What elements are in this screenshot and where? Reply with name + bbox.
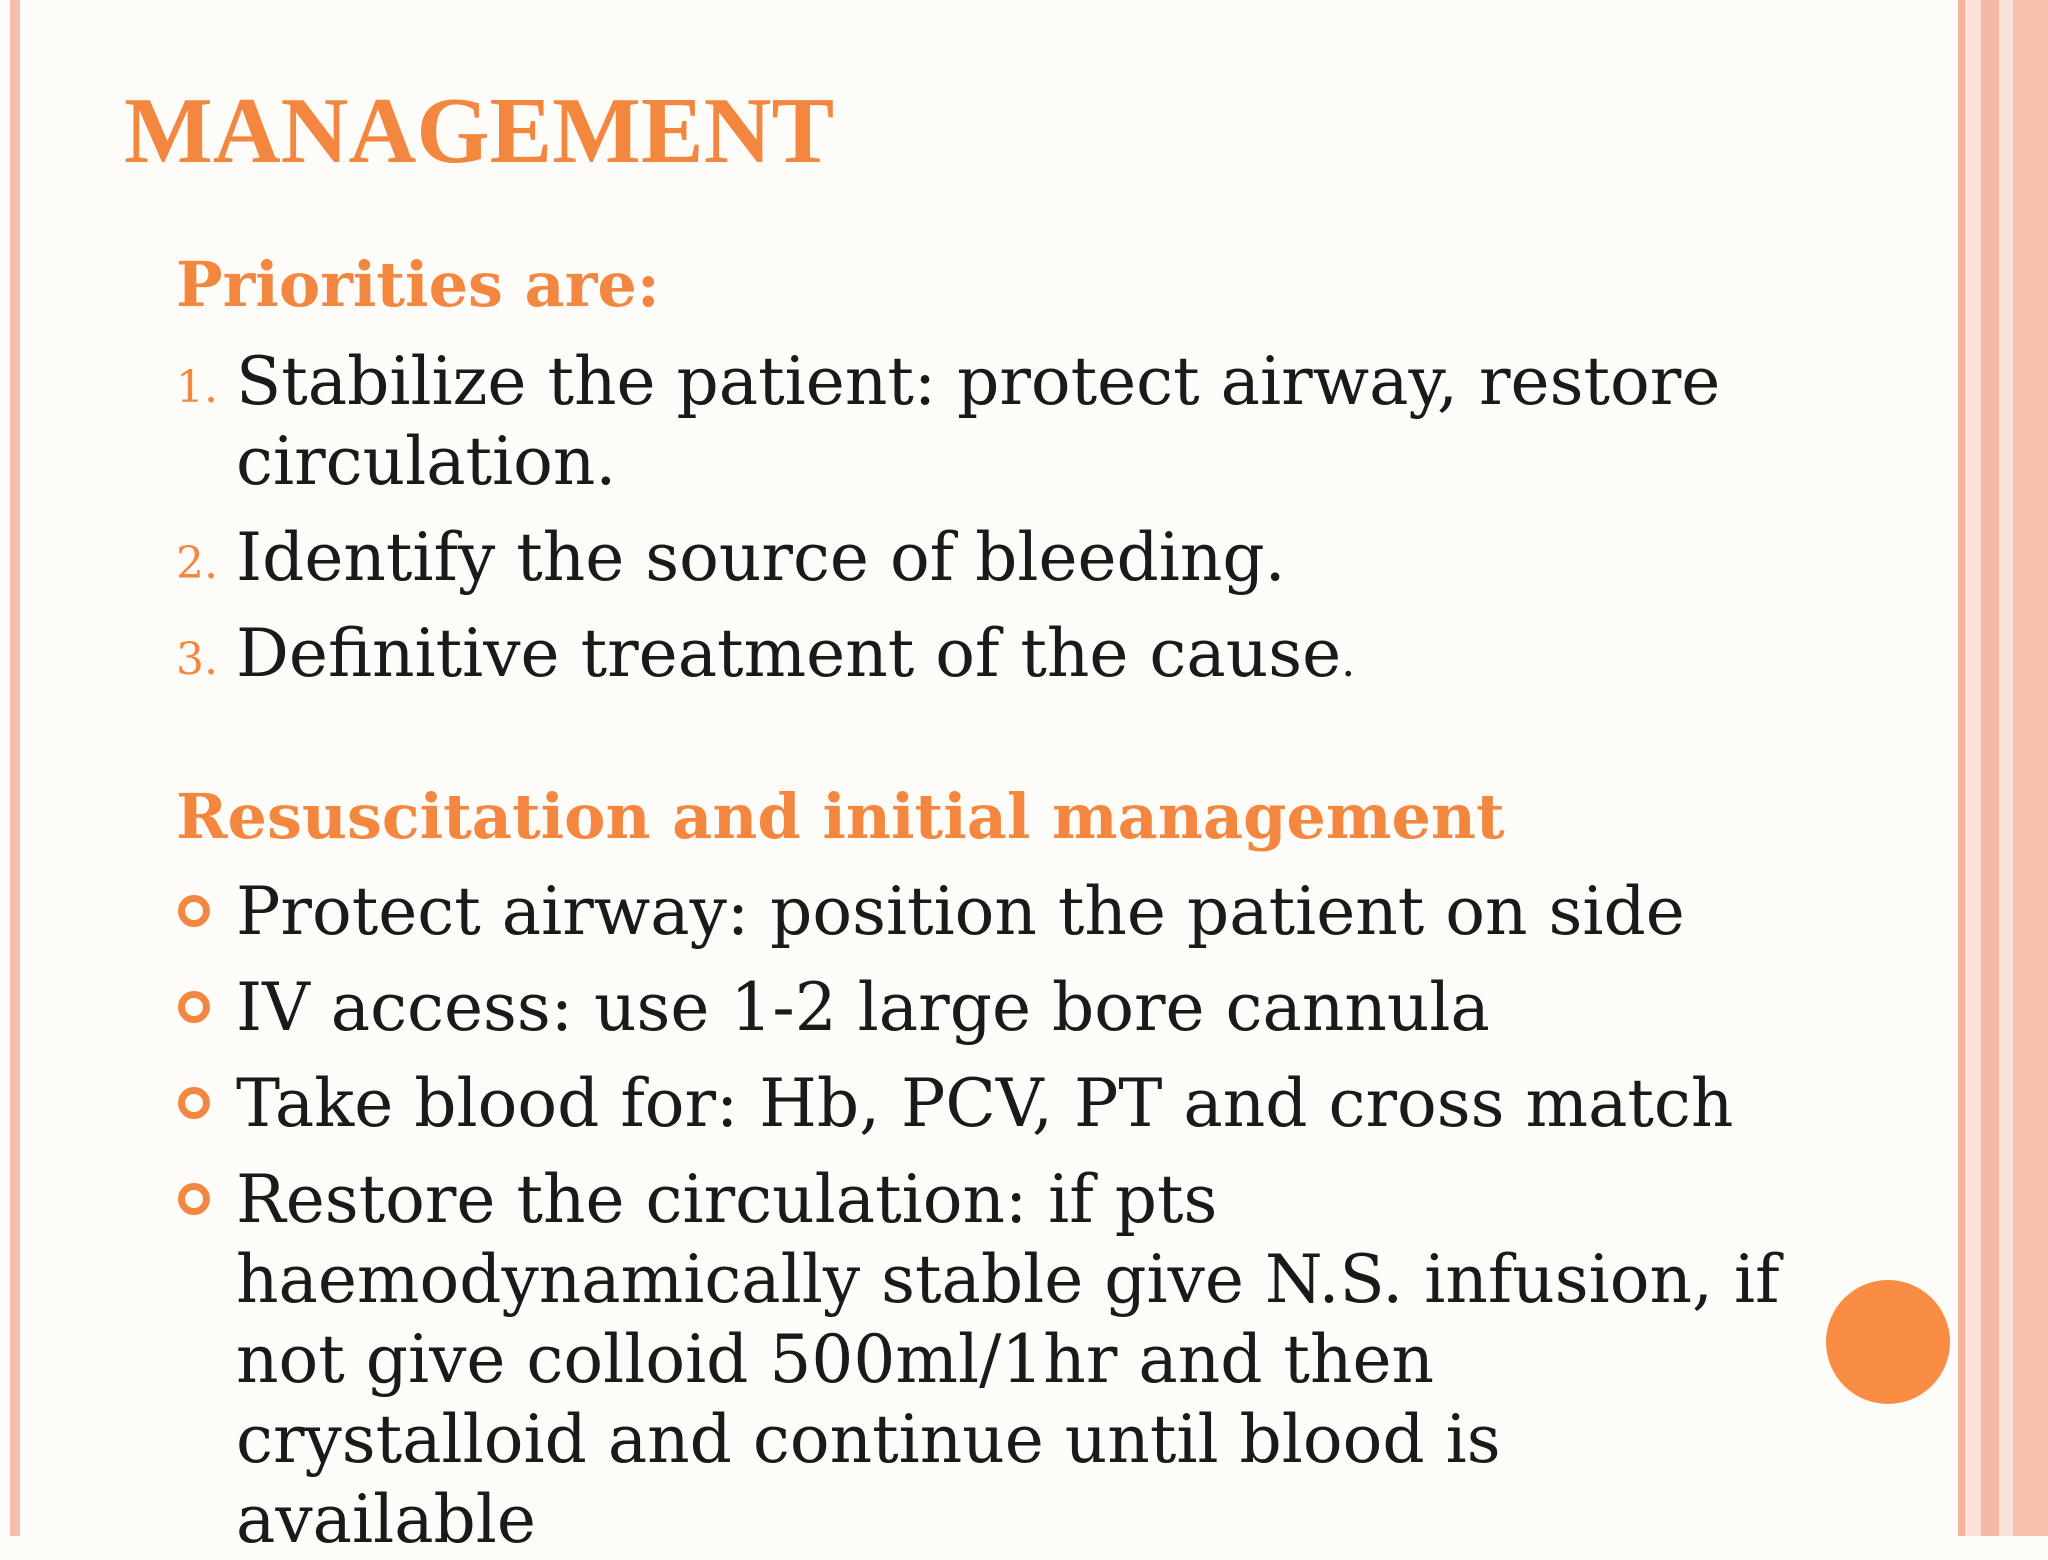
- ring-bullet-icon: [178, 1183, 210, 1215]
- priorities-heading: Priorities are:: [176, 248, 660, 321]
- ring-bullet-icon: [178, 1087, 210, 1119]
- list-number: 3.: [176, 634, 218, 685]
- priority-text: Definitive treatment of the cause: [236, 615, 1342, 692]
- list-number: 1.: [176, 362, 218, 413]
- list-number: 2.: [176, 538, 218, 589]
- priority-item: [176, 342, 1796, 502]
- ring-bullet-icon: [178, 991, 210, 1023]
- resuscitation-item: [176, 1160, 1796, 1560]
- resuscitation-item: [176, 872, 1796, 952]
- decorative-circle: [1826, 1280, 1950, 1404]
- left-border: [10, 0, 20, 1536]
- resuscitation-text: Take blood for: Hb, PCV, PT and cross match: [236, 1065, 1734, 1142]
- right-decorative-band: [2013, 0, 2048, 1536]
- ring-bullet-icon: [178, 895, 210, 927]
- right-decorative-band: [1981, 0, 1999, 1536]
- priority-text: Stabilize the patient: protect airway, restore circulation.: [236, 343, 1721, 500]
- resuscitation-heading: Resuscitation and initial management: [176, 780, 1505, 853]
- right-decorative-band: [1965, 0, 1981, 1536]
- right-decorative-band: [1999, 0, 2013, 1536]
- priority-text: Identify the source of bleeding.: [236, 519, 1286, 596]
- priority-text-tail: .: [1341, 636, 1356, 687]
- priority-item: [176, 614, 1796, 702]
- priorities-list: [176, 342, 1796, 702]
- resuscitation-text: Restore the circulation: if pts haemodynamically stable give N.S. infusion, if not give colloid 500ml/1hr and then crystalloid and continue until blood is available: [236, 1161, 1780, 1558]
- slide-title: MANAGEMENT: [124, 79, 835, 183]
- resuscitation-item: [176, 1064, 1796, 1144]
- resuscitation-list: [176, 872, 1796, 1560]
- resuscitation-text: Protect airway: position the patient on side: [236, 873, 1685, 950]
- priority-item: [176, 518, 1796, 598]
- resuscitation-text: IV access: use 1-2 large bore cannula: [236, 969, 1490, 1046]
- right-decorative-band: [1958, 0, 1965, 1536]
- resuscitation-item: [176, 968, 1796, 1048]
